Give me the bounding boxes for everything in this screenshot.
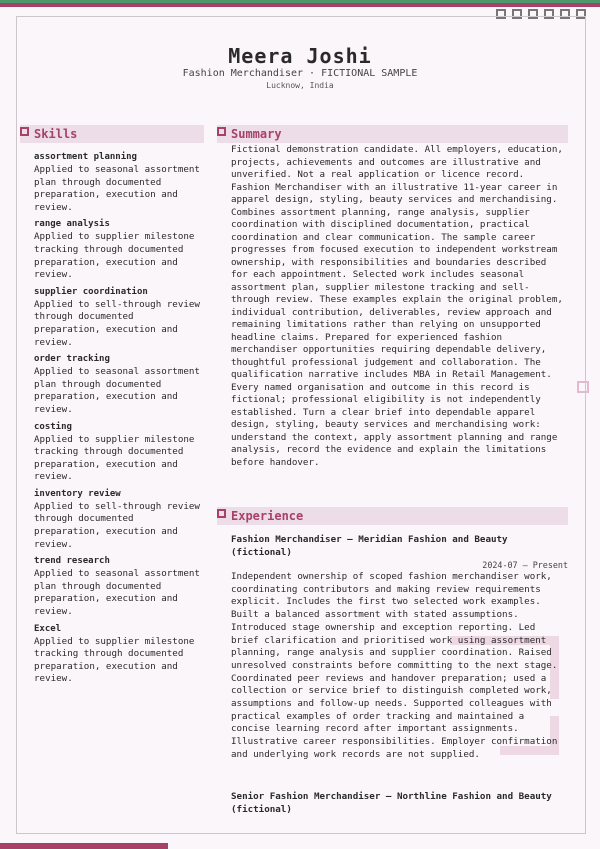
skill-item — [34, 421, 204, 484]
skill-item — [34, 218, 204, 281]
skill-description: Applied to sell-through review through documented preparation, execution and review. — [34, 500, 200, 550]
skill-item — [34, 623, 204, 686]
decorative-corner-mark — [577, 381, 589, 393]
skill-description: Applied to supplier milestone tracking through documented preparation, execution and review. — [34, 433, 195, 483]
section-marker-icon — [217, 127, 226, 136]
section-marker-icon — [217, 509, 226, 518]
skill-name: trend research — [34, 556, 110, 567]
skill-item — [34, 555, 204, 618]
skill-name: order tracking — [34, 354, 110, 365]
summary-text: Fictional demonstration candidate. All employers, education, projects, achievements and outcomes are illustrative and unverified. Not a real application or licence record. Fashion Merchandiser with an illustrative 11-year career in apparel design, styling, beauty services and merchandising. Combines assortment planning, range analysis, supplier coordination with disciplined documentation, practical coordination and clear communication. The sample career progresses from focused execution to independent workstream ownership, with responsibilities and boundaries described for each appointment. Selected work includes seasonal assortment plan, supplier milestone tracking and sell-through review. These examples explain the original problem, individual contribution, deliverables, review approach and remaining limitations rather than relying on unsupported headline claims. Prepared for experienced fashion merchandiser opportunities requiring dependable delivery, thoughtful professional judgement and collaboration. The qualification narrative includes MBA in Retail Management. Every named organisation and outcome in this record is fictional; professional eligibility is not independently established. Turn a clear brief into dependable apparel design, styling, beauty services and merchandising work: understand the context, apply assortment planning and range analysis, record the evidence and explain the limitations before handover. — [231, 144, 563, 468]
location: Lucknow, India — [266, 81, 334, 90]
skill-description: Applied to seasonal assortment plan through documented preparation, execution and review. — [34, 366, 200, 415]
experience-heading-text: Experience — [231, 509, 304, 523]
candidate-name: Meera Joshi — [228, 44, 372, 68]
skill-name: supplier coordination — [34, 286, 148, 297]
experience-entry — [231, 533, 568, 762]
job-description: Independent ownership of scoped fashion merchandiser work, coordinating contributors and making review requirements explicit. Includes the first two selected work examples. Built a balanced assortment with stated assumptions. Introduced stage ownership and exception reporting. Led brief clarification and prioritised work using assortment planning, range analysis and supplier coordination. Raised unresolved constraints before committing to the next stage. Coordinated peer reviews and handover preparation; used a collection or service brief to distinguish completed work, assumptions and follow-up needs. Supported colleagues with practical examples of order tracking and maintained a concise learning record after important assignments. Illustrative career responsibilities. Employer confirmation and underlying work records are not supplied. — [231, 571, 558, 760]
skill-name: costing — [34, 421, 72, 432]
skills-heading — [20, 125, 204, 143]
skill-name: Excel — [34, 623, 62, 634]
skill-name: range analysis — [34, 219, 110, 230]
job-dates: 2024-07 – Present — [482, 560, 568, 570]
skill-name: assortment planning — [34, 152, 137, 162]
role-line: Fashion Merchandiser · FICTIONAL SAMPLE — [182, 68, 418, 79]
skill-name: inventory review — [34, 488, 121, 499]
skills-heading-text: Skills — [34, 127, 78, 141]
summary-heading — [217, 125, 568, 143]
section-marker-icon — [20, 127, 29, 136]
skill-item — [34, 353, 204, 416]
skill-description: Applied to seasonal assortment plan through documented preparation, execution and review. — [34, 164, 200, 213]
skill-description: Applied to sell-through review through documented preparation, execution and review. — [34, 298, 200, 348]
top-accent-bar-secondary — [0, 3, 600, 7]
bottom-accent-bar — [0, 843, 168, 849]
skill-description: Applied to supplier milestone tracking through documented preparation, execution and review. — [34, 635, 195, 685]
skill-item — [34, 151, 204, 214]
skill-item — [34, 286, 204, 349]
job-title: Fashion Merchandiser — Meridian Fashion and Beauty (fictional) — [231, 534, 508, 558]
experience-entry — [231, 790, 568, 816]
skill-description: Applied to seasonal assortment plan through documented preparation, execution and review. — [34, 568, 200, 618]
job-title: Senior Fashion Merchandiser — Northline Fashion and Beauty (fictional) — [231, 791, 552, 815]
skill-description: Applied to supplier milestone tracking through documented preparation, execution and review. — [34, 231, 195, 281]
skill-item — [34, 488, 204, 551]
experience-heading — [217, 507, 568, 525]
summary-heading-text: Summary — [231, 127, 282, 141]
skills-list — [34, 151, 204, 690]
